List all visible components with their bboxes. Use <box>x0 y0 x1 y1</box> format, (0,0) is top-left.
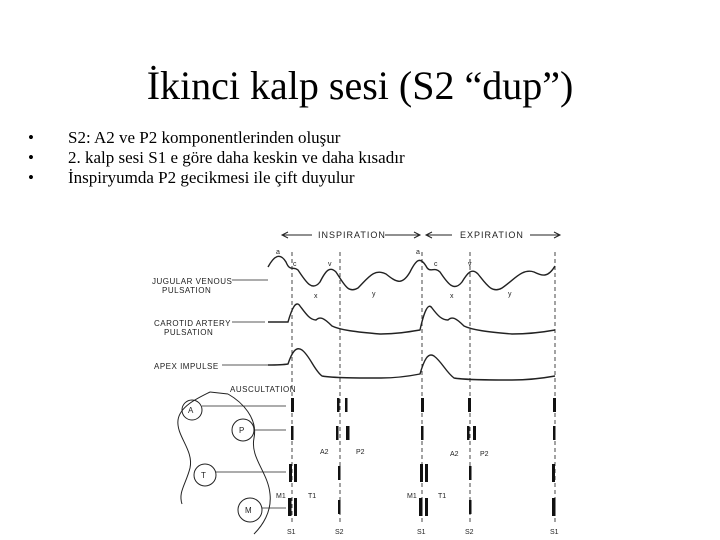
jvp-label-c2: c <box>434 261 438 268</box>
trace-label-jugular: JUGULAR VENOUS <box>152 277 233 286</box>
area-label-p: P <box>239 426 245 435</box>
component-label-p2-exp: P2 <box>480 451 489 458</box>
bullet-text: İnspiryumda P2 gecikmesi ile çift duyulur <box>68 168 355 187</box>
trace-label-carotid: CAROTID ARTERY <box>154 319 231 328</box>
component-label-a2-exp: A2 <box>450 451 459 458</box>
jvp-label-x: x <box>314 293 318 300</box>
jvp-wave-letters <box>276 249 512 300</box>
component-label-m1-exp: M1 <box>407 493 417 500</box>
bullet-dot-icon: • <box>28 128 34 147</box>
trace-label-jugular-pulsation: PULSATION <box>162 286 212 295</box>
cardiac-cycle-figure <box>150 222 720 540</box>
area-label-m: M <box>245 506 253 515</box>
sound-label-s1: S1 <box>287 529 296 536</box>
trace-label-carotid-pulsation: PULSATION <box>164 328 214 337</box>
component-label-a2: A2 <box>320 449 329 456</box>
jvp-label-y: y <box>372 291 376 298</box>
jvp-waveform <box>268 256 555 290</box>
bullet-text: 2. kalp sesi S1 e göre daha keskin ve daha kısadır <box>68 148 405 167</box>
timing-lines <box>292 252 555 522</box>
bullet-text: S2: A2 ve P2 komponentlerinden oluşur <box>68 128 341 147</box>
phase-expiration-label: EXPIRATION <box>460 230 524 240</box>
component-label-t1-exp: T1 <box>438 493 447 500</box>
bullet-list <box>24 128 444 188</box>
phase-inspiration-label: INSPIRATION <box>318 230 386 240</box>
apex-waveform <box>268 349 555 380</box>
trace-label-auscultation: AUSCULTATION <box>230 385 297 394</box>
bullet-dot-icon: • <box>28 168 34 187</box>
bullet-dot-icon: • <box>28 148 34 167</box>
area-leaders <box>202 406 286 508</box>
jvp-label-c: c <box>293 261 297 268</box>
jvp-label-v2: v <box>468 261 472 268</box>
jvp-label-x2: x <box>450 293 454 300</box>
area-label-t: T <box>201 471 207 480</box>
component-label-m1: M1 <box>276 493 286 500</box>
jvp-label-v: v <box>328 261 332 268</box>
sound-label-s1-b: S1 <box>417 529 426 536</box>
area-label-a: A <box>188 406 194 415</box>
sound-label-s1-c: S1 <box>550 529 559 536</box>
jvp-label-y2: y <box>508 291 512 298</box>
sound-label-s2-b: S2 <box>465 529 474 536</box>
bullet-item <box>24 168 444 188</box>
bullet-item <box>24 128 444 148</box>
component-label-p2: P2 <box>356 449 365 456</box>
slide-title: İkinci kalp sesi (S2 “dup”) <box>146 63 574 108</box>
trace-label-apex: APEX IMPULSE <box>154 362 219 371</box>
component-label-t1: T1 <box>308 493 317 500</box>
jvp-label-a2: a <box>416 249 420 256</box>
jvp-label-a: a <box>276 249 280 256</box>
sound-label-s2: S2 <box>335 529 344 536</box>
carotid-waveform <box>268 304 555 334</box>
bullet-item <box>24 148 444 168</box>
